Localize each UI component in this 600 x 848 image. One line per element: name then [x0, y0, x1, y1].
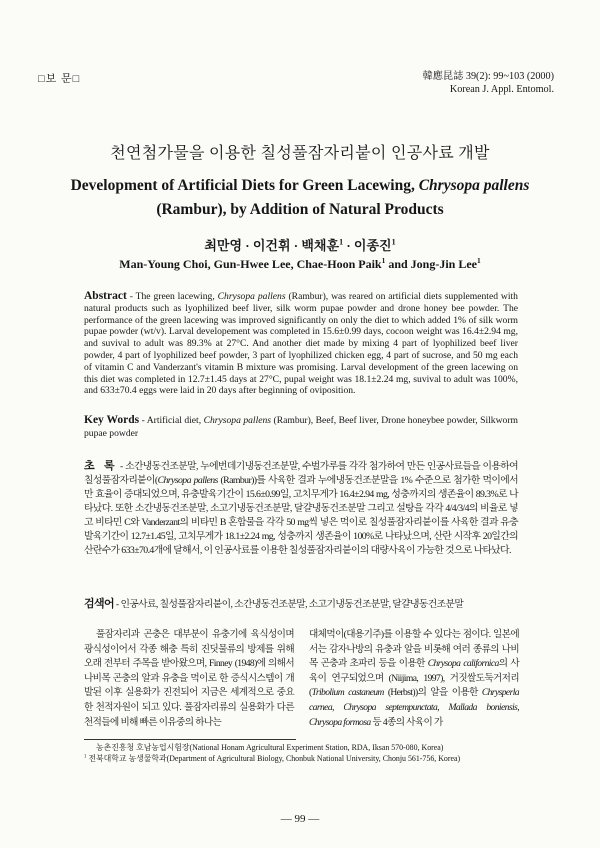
italic-species-name: Chrysperla carnea	[309, 687, 519, 713]
footnote-affiliation-2: $^1$ 전북대학교 농생물학과(Department of Agricultural Biology, Chonbuk National University, Chonju 561-756, Korea)	[84, 753, 461, 763]
korean-abstract	[84, 459, 518, 558]
superscript-mark: 1	[477, 256, 481, 265]
korean-keywords-body: - 인공사료, 칠성풀잠자리붙이, 소간냉동건조분말, 소고기냉동건조분말, 달걀냉동건조분말	[114, 599, 464, 610]
journal-name: Korean J. Appl. Entomol.	[449, 84, 554, 95]
superscript-mark: 1	[339, 237, 344, 247]
korean-title: 천연첨가물을 이용한 칠성풀잠자리붙이 인공사료 개발	[110, 145, 490, 162]
footnotes	[84, 743, 524, 765]
page-number: — 99 —	[280, 813, 320, 825]
footnote-rule	[84, 739, 296, 740]
korean-keywords	[84, 598, 518, 611]
abstract	[84, 291, 518, 397]
italic-species-name: Chrysopa pallens	[203, 415, 272, 426]
keywords-body: - Artificial diet, Chrysopa pallens (Rambur), Beef, Beef liver, Drone honeybee powder, Silkworm pupae powder	[84, 415, 518, 439]
superscript-mark: 1	[391, 237, 396, 247]
footnote-affiliation-1: 농촌진흥청 호남농업시험장(National Honam Agricultural Experiment Station, RDA, Iksan 570-080, Korea)	[96, 743, 444, 752]
italic-species-name: Mallada boniensis	[448, 701, 518, 713]
journal-citation: 韓應昆誌 39(2): 99~103 (2000)	[422, 71, 554, 82]
keywords-label: Key Words	[84, 414, 140, 426]
italic-species-name: Chrysopa pallens	[217, 291, 286, 302]
italic-species-name: Tribolium castaneum	[311, 687, 384, 699]
korean-keywords-label: 검색어	[84, 598, 115, 610]
journal-header	[423, 70, 554, 96]
italic-species-name: Chrysopa pallens	[157, 475, 218, 486]
italic-species-name: Chrysopa septempunctata	[343, 701, 438, 713]
body-column-right: 대체먹이(대용기주)를 이용할 수 있다는 점이다. 일본에서는 감자나방의 유충과 알을 비롯해 여러 종류의 나비목 곤충과 초파리 등을 이용한 Chrysopa californica의 사육이 연구되었으며 (Niijima, 1997), 거짓쌀도둑거저리(Tribolium castaneum (Herbst))의 알을 이용한 Chrysperla carnea, Chrysopa septempunctata, Mallada boniensis, Chrysopa formosa 등 4종의 사육이 가	[309, 629, 519, 728]
italic-species-name: Chrysopa californica	[427, 658, 499, 670]
superscript-mark: 1	[84, 754, 87, 760]
keywords	[84, 414, 518, 440]
abstract-body: - The green lacewing, Chrysopa pallens (Rambur), was reared on artificial diets supplemented with natural products such as lyophilized beef liver, silk worm pupae powder and drone honey bee powder. The performance of the green lacewing was improved significantly on only the diet to which added 1% of silk worm pupae powder (wt/v). Larval developement was completed in 15.6±0.99 days, cocoon weight was 16.4±2.94 mg, and suvival to adult was 89.3% at 27°C. And another diet made by mixing 4 part of lyophilized beef liver powder, 4 part of lyophilized beef powder, 3 part of lyophilized chicken egg, 4 part of sucrose, and 50 mg each of vitamin C and Vanderzant's vitamin B mixture was promising. Larval development of the green lacewing on this diet was completed in 12.7±1.45 days at 27°C, pupal weight was 18.1±2.24 mg, suvival to adult was 100%, and 633±70.4 eggs were laid in 20 days after beginning of oviposition.	[84, 291, 518, 397]
italic-species-name: Chrysopa pallens	[418, 177, 530, 194]
korean-authors: 최만영 · 이건휘 · 백채훈$^1$ · 이종진$^1$	[204, 237, 396, 253]
korean-abstract-body: - 소간냉동건조분말, 누에번데기냉동건조분말, 수벌가루를 각각 첨가하여 만든 인공사료들을 이용하여 칠성풀잠자리붙이(Chrysopa pallens (Rambur))를 사육한 결과 누에냉동건조분말을 1% 수준으로 첨가한 먹이에서만 효율이 증대되었으며, 유충발육기간이 15.6±0.99일, 고치무게가 16.4±2.94 mg, 성충까지의 생존율이 89.3%로 나타났다. 또한 소간냉동건조분말, 소고기냉동건조분말, 달걀냉동건조분말 그리고 설탕을 각각 4/4/3/4의 비율로 넣고 비타민 C와 Vanderzant의 비타민 B 혼합물을 각각 50 mg씩 넣은 먹이로 칠성풀잠자리붙이를 사육한 결과 유충발육기간이 12.7±1.45일, 고치무게가 18.1±2.24 mg, 성충까지 생존율이 100%로 나타났으며, 산란 시작후 20일간의 산란수가 633±70.4개에 달해서, 이 인공사료를 이용한 칠성풀잠자리붙이의 대량사육이 가능한 것으로 나타났다.	[84, 461, 518, 556]
italic-species-name: Chrysopa formosa	[309, 716, 371, 728]
english-authors: Man-Young Choi, Gun-Hwee Lee, Chae-Hoon Paik$^1$ and Jong-Jin Lee$^1$	[119, 256, 481, 271]
english-title: Development of Artificial Diets for Green Lacewing, Chrysopa pallens (Rambur), by Addition of Natural Products	[70, 177, 530, 218]
superscript-mark: 1	[381, 256, 386, 265]
body-column-left: 풀잠자리과 곤충은 대부분이 유충기에 육식성이며 광식성이어서 각종 해충 특히 진딧물류의 방제를 위해 오래 전부터 주목을 받아왔으며, Finney (1948)에 의해서 나비목 곤충의 알과 유충을 먹이로 한 증식시스템이 개발된 이후 실용화가 진전되어 지금은 세계적으로 중요한 천적자원이 되고 있다. 풀잠자리류의 실용화가 다른 천적들에 비해 빠른 이유중의 하나는	[84, 629, 294, 728]
section-label: □보 문□	[38, 73, 81, 85]
abstract-label: Abstract	[84, 290, 127, 302]
korean-abstract-label: 초 록	[84, 460, 118, 472]
